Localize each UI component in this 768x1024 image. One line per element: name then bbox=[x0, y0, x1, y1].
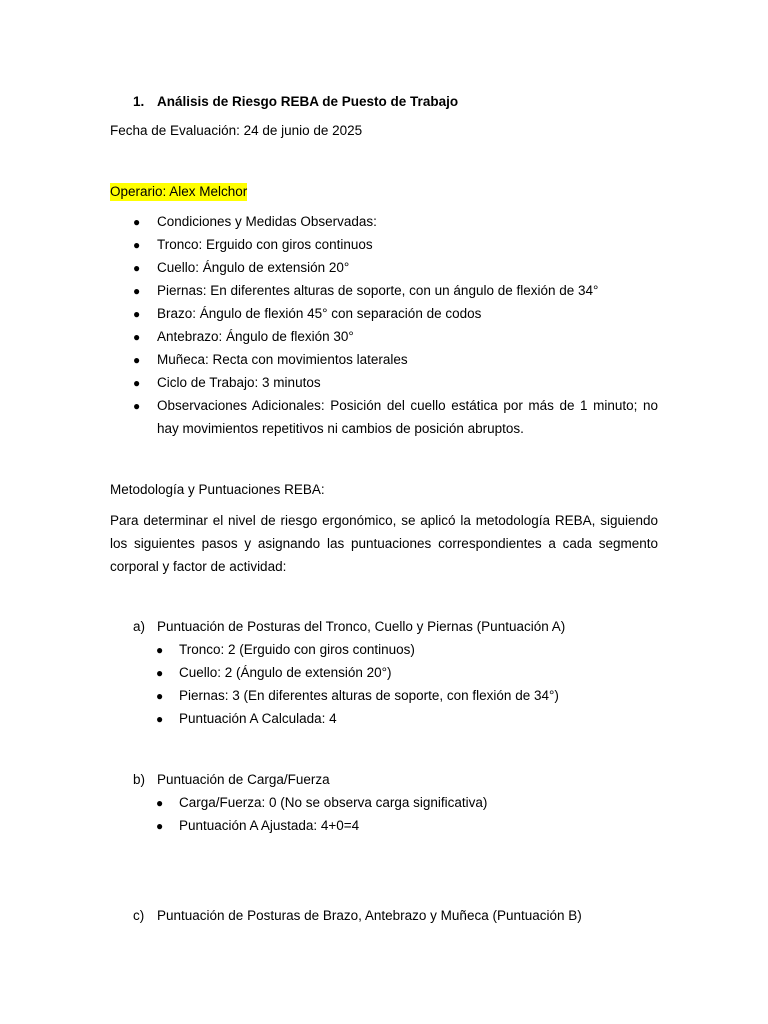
list-item: Cuello: Ángulo de extensión 20° bbox=[157, 260, 350, 275]
bullet-icon: ● bbox=[133, 284, 141, 298]
list-item: Ciclo de Trabajo: 3 minutos bbox=[157, 375, 321, 390]
evaluation-date: Fecha de Evaluación: 24 de junio de 2025 bbox=[110, 123, 363, 138]
list-item: Piernas: 3 (En diferentes alturas de soporte, con flexión de 34°) bbox=[179, 688, 559, 703]
bullet-icon: ● bbox=[133, 261, 141, 275]
bullet-icon: ● bbox=[133, 307, 141, 321]
section-title: Puntuación de Posturas de Brazo, Antebrazo y Muñeca (Puntuación B) bbox=[157, 908, 582, 923]
bullet-icon: ● bbox=[133, 353, 141, 367]
bullet-icon: ● bbox=[133, 376, 141, 390]
list-item: Tronco: Erguido con giros continuos bbox=[157, 237, 373, 252]
section-marker: a) bbox=[133, 619, 146, 634]
methodology-paragraph: Para determinar el nivel de riesgo ergonómico, se aplicó la metodología REBA, siguiendo los siguientes pasos y asignando las puntuaciones correspondientes a cada segmento corporal y factor de actividad: bbox=[110, 513, 658, 574]
section-marker: b) bbox=[133, 772, 146, 787]
bullet-icon: ● bbox=[156, 643, 164, 657]
bullet-icon: ● bbox=[156, 689, 164, 703]
bullet-icon: ● bbox=[133, 215, 141, 229]
bullet-icon: ● bbox=[133, 330, 141, 344]
bullet-icon: ● bbox=[156, 819, 164, 833]
list-item: Brazo: Ángulo de flexión 45° con separación de codos bbox=[157, 306, 482, 321]
list-item: Cuello: 2 (Ángulo de extensión 20°) bbox=[179, 665, 392, 680]
section-title: Puntuación de Posturas del Tronco, Cuello y Piernas (Puntuación A) bbox=[157, 619, 566, 634]
list-item: Puntuación A Ajustada: 4+0=4 bbox=[179, 818, 360, 833]
list-item: Observaciones Adicionales: Posición del cuello estática por más de 1 minuto; no hay movimientos repetitivos ni cambios de posición abruptos. bbox=[157, 398, 658, 436]
list-item: Condiciones y Medidas Observadas: bbox=[157, 214, 377, 229]
bullet-icon: ● bbox=[156, 666, 164, 680]
list-item: Muñeca: Recta con movimientos laterales bbox=[157, 352, 408, 367]
operator-name: Operario: Alex Melchor bbox=[110, 184, 248, 199]
section-title: Puntuación de Carga/Fuerza bbox=[157, 772, 330, 787]
methodology-title: Metodología y Puntuaciones REBA: bbox=[110, 482, 325, 497]
bullet-icon: ● bbox=[133, 399, 141, 413]
section-marker: c) bbox=[133, 908, 145, 923]
list-item: Tronco: 2 (Erguido con giros continuos) bbox=[179, 642, 415, 657]
bullet-icon: ● bbox=[156, 712, 164, 726]
list-item: Puntuación A Calculada: 4 bbox=[179, 711, 337, 726]
bullet-icon: ● bbox=[133, 238, 141, 252]
list-item: Piernas: En diferentes alturas de soporte, con un ángulo de flexión de 34° bbox=[157, 283, 599, 298]
heading-title: Análisis de Riesgo REBA de Puesto de Trabajo bbox=[157, 94, 459, 109]
bullet-icon: ● bbox=[156, 796, 164, 810]
heading-number: 1. bbox=[133, 94, 145, 109]
list-item: Carga/Fuerza: 0 (No se observa carga significativa) bbox=[179, 795, 488, 810]
list-item: Antebrazo: Ángulo de flexión 30° bbox=[157, 329, 354, 344]
